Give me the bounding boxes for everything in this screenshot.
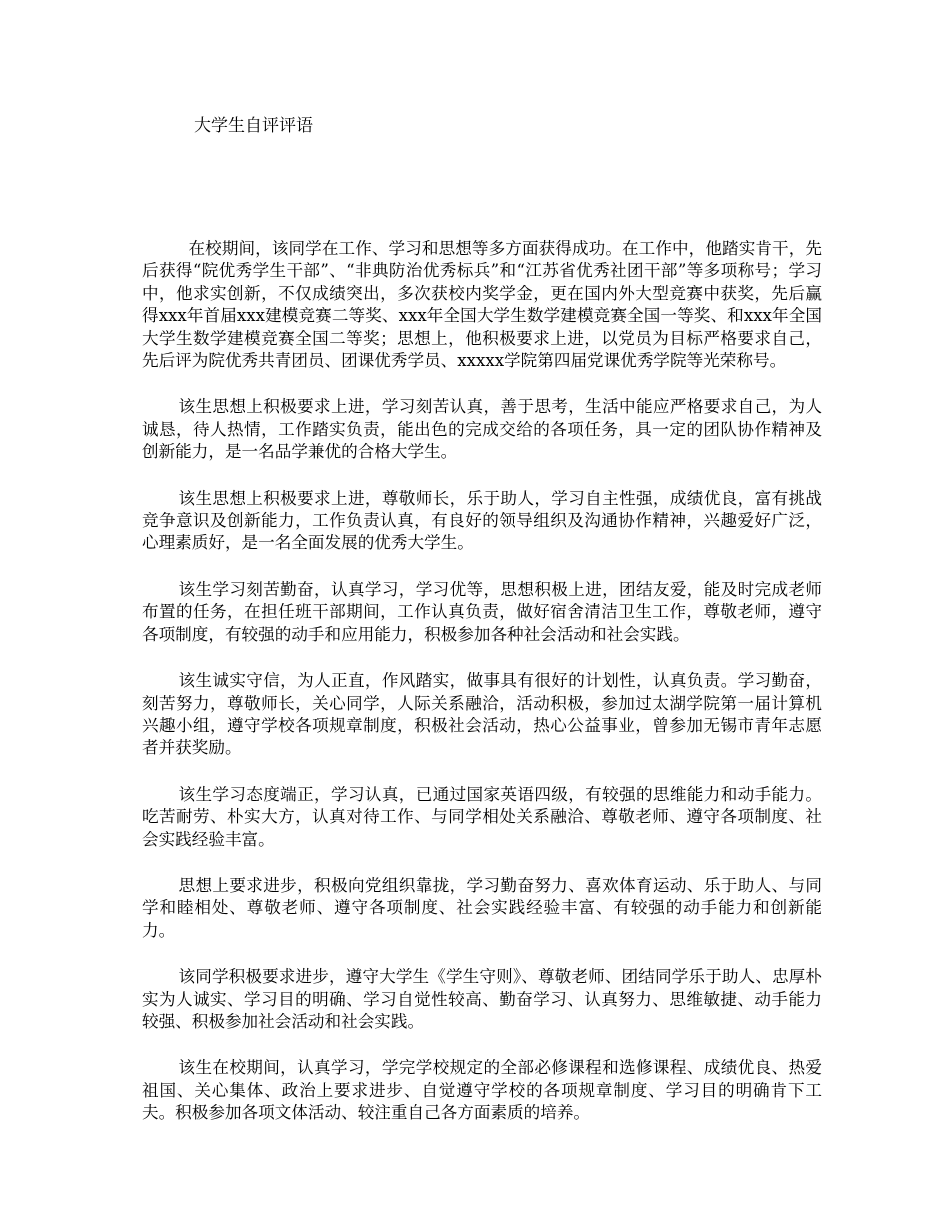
document-body	[142, 238, 822, 1149]
paragraph-7: 思想上要求进步，积极向党组织靠拢，学习勤奋努力、喜欢体育运动、乐于助人、与同学和睦相处、尊敬老师、遵守各项制度、社会实践经验丰富、有较强的动手能力和创新能力。	[142, 875, 822, 940]
paragraph-2: 该生思想上积极要求上进，学习刻苦认真，善于思考，生活中能应严格要求自己，为人诚恳，待人热情，工作踏实负责，能出色的完成交给的各项任务，具一定的团队协作精神及创新能力，是一名品学兼优的合格大学生。	[142, 397, 822, 462]
paragraph-6: 该生学习态度端正，学习认真，已通过国家英语四级，有较强的思维能力和动手能力。吃苦耐劳、朴实大方，认真对待工作、与同学相处关系融洽、尊敬老师、遵守各项制度、社会实践经验丰富。	[142, 784, 822, 849]
paragraph-3: 该生思想上积极要求上进，尊敬师长，乐于助人，学习自主性强，成绩优良，富有挑战竞争意识及创新能力，工作负责认真，有良好的领导组织及沟通协作精神，兴趣爱好广泛，心理素质好，是一名全面发展的优秀大学生。	[142, 488, 822, 553]
paragraph-5: 该生诚实守信，为人正直，作风踏实，做事具有很好的计划性，认真负责。学习勤奋，刻苦努力，尊敬师长，关心同学，人际关系融洽，活动积极，参加过太湖学院第一届计算机兴趣小组，遵守学校各项规章制度，积极社会活动，热心公益事业，曾参加无锡市青年志愿者并获奖励。	[142, 671, 822, 758]
paragraph-8: 该同学积极要求进步，遵守大学生《学生守则》、尊敬老师、团结同学乐于助人、忠厚朴实为人诚实、学习目的明确、学习自觉性较高、勤奋学习、认真努力、思维敏捷、动手能力较强、积极参加社会活动和社会实践。	[142, 967, 822, 1031]
paragraph-9: 该生在校期间，认真学习，学完学校规定的全部必修课程和选修课程、成绩优良、热爱祖国、关心集体、政治上要求进步、自觉遵守学校的各项规章制度、学习目的明确肯下工夫。积极参加各项文体活动、较注重自己各方面素质的培养。	[142, 1058, 822, 1123]
document-title: 大学生自评评语	[194, 116, 313, 136]
paragraph-1: 在校期间，该同学在工作、学习和思想等多方面获得成功。在工作中，他踏实肯干，先后获得“院优秀学生干部”、“非典防治优秀标兵”和“江苏省优秀社团干部”等多项称号；学习中，他求实创新，不仅成绩突出，多次获校内奖学金，更在国内外大型竞赛中获奖，先后赢得xxx年首届xxx建模竞赛二等奖、xxx年全国大学生数学建模竞赛全国一等奖、和xxx年全国大学生数学建模竞赛全国二等奖；思想上，他积极要求上进，以党员为目标严格要求自己，先后评为院优秀共青团员、团课优秀学员、xxxxx学院第四届党课优秀学院等光荣称号。	[142, 239, 822, 371]
paragraph-4: 该生学习刻苦勤奋，认真学习，学习优等，思想积极上进，团结友爱，能及时完成老师布置的任务，在担任班干部期间，工作认真负责，做好宿舍清洁卫生工作，尊敬老师，遵守各项制度，有较强的动手和应用能力，积极参加各种社会活动和社会实践。	[142, 579, 822, 644]
